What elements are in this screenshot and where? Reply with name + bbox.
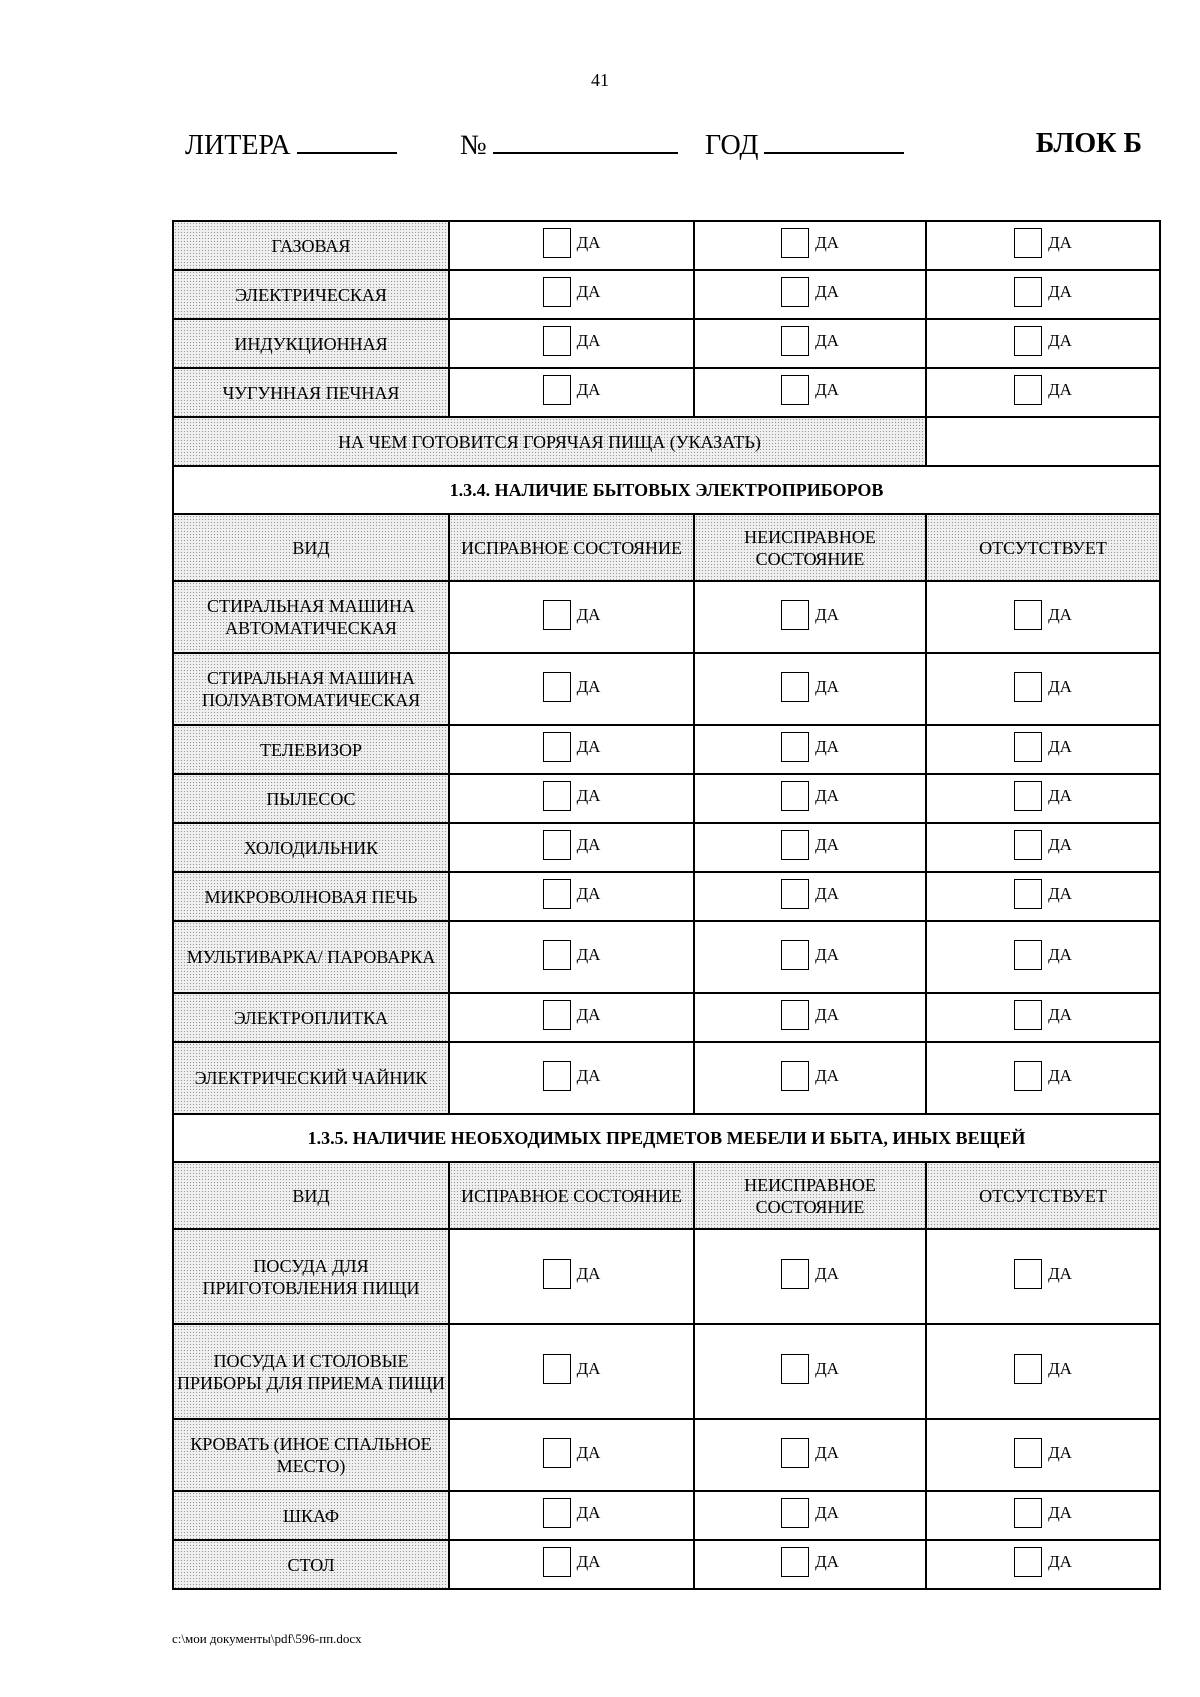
number-input-line[interactable] <box>493 128 678 154</box>
row-label: ЭЛЕКТРОПЛИТКА <box>173 993 449 1042</box>
yes-label: ДА <box>815 1552 839 1571</box>
appliance-1-col1-cell <box>449 653 694 725</box>
furniture-0-col3-option <box>1014 1259 1072 1289</box>
yes-label: ДА <box>815 331 839 350</box>
yes-label: ДА <box>1048 835 1072 854</box>
stove-1-col1-checkbox[interactable] <box>543 277 571 307</box>
stove-2-col1-option <box>543 326 601 356</box>
yes-label: ДА <box>1048 884 1072 903</box>
litera-input-line[interactable] <box>297 128 397 154</box>
table-row <box>173 725 1160 774</box>
yes-label: ДА <box>576 835 601 854</box>
furniture-2-col3-option <box>1014 1438 1072 1468</box>
furniture-3-col1-cell <box>449 1491 694 1540</box>
appliance-5-col1-checkbox[interactable] <box>543 879 571 909</box>
furniture-2-col1-cell <box>449 1419 694 1491</box>
column-header-kind: ВИД <box>173 1162 449 1229</box>
yes-label: ДА <box>815 1503 839 1522</box>
section-134-title-row <box>173 466 1160 514</box>
yes-label: ДА <box>815 884 839 903</box>
appliance-7-col1-option <box>543 1000 601 1030</box>
yes-label: ДА <box>576 1359 601 1378</box>
appliance-1-col3-option <box>1014 672 1072 702</box>
furniture-1-col1-checkbox[interactable] <box>543 1354 571 1384</box>
appliance-2-col3-checkbox[interactable] <box>1014 732 1042 762</box>
appliance-1-col3-cell <box>926 653 1160 725</box>
table-row <box>173 1540 1160 1589</box>
appliance-6-col1-checkbox[interactable] <box>543 940 571 970</box>
appliance-8-col3-option <box>1014 1061 1072 1091</box>
furniture-4-col2-checkbox[interactable] <box>781 1547 809 1577</box>
stove-1-col2-cell <box>694 270 926 319</box>
stove-2-col3-checkbox[interactable] <box>1014 326 1042 356</box>
yes-label: ДА <box>815 944 839 964</box>
row-label: ХОЛОДИЛЬНИК <box>173 823 449 872</box>
table-row <box>173 1324 1160 1419</box>
furniture-1-col2-option <box>781 1354 839 1384</box>
appliance-5-col2-checkbox[interactable] <box>781 879 809 909</box>
stove-0-col2-option <box>781 228 839 258</box>
yes-label: ДА <box>1048 786 1072 805</box>
appliance-5-col2-cell <box>694 872 926 921</box>
appliance-4-col3-option <box>1014 830 1072 860</box>
appliance-1-col2-cell <box>694 653 926 725</box>
yes-label: ДА <box>576 1552 601 1571</box>
stove-1-col2-option <box>781 277 839 307</box>
stove-2-col1-checkbox[interactable] <box>543 326 571 356</box>
yes-label: ДА <box>815 1359 839 1378</box>
appliance-8-col2-checkbox[interactable] <box>781 1061 809 1091</box>
yes-label: ДА <box>1048 233 1072 252</box>
appliance-4-col1-option <box>543 830 601 860</box>
appliance-2-col3-option <box>1014 732 1072 762</box>
appliance-5-col1-option <box>543 879 601 909</box>
table-row <box>173 1042 1160 1114</box>
furniture-2-col3-checkbox[interactable] <box>1014 1438 1042 1468</box>
appliance-2-col3-cell <box>926 725 1160 774</box>
yes-label: ДА <box>1048 380 1072 399</box>
row-label: СТИРАЛЬНАЯ МАШИНА ПОЛУАВТОМАТИЧЕСКАЯ <box>173 653 449 725</box>
furniture-3-col2-checkbox[interactable] <box>781 1498 809 1528</box>
appliance-7-col3-checkbox[interactable] <box>1014 1000 1042 1030</box>
row-label: ЧУГУННАЯ ПЕЧНАЯ <box>173 368 449 417</box>
row-label: СТОЛ <box>173 1540 449 1589</box>
appliance-3-col1-option <box>543 781 601 811</box>
furniture-0-col1-checkbox[interactable] <box>543 1259 571 1289</box>
inventory-form-table <box>172 220 1161 1590</box>
appliance-6-col3-cell <box>926 921 1160 993</box>
appliance-7-col1-cell <box>449 993 694 1042</box>
yes-label: ДА <box>576 786 601 805</box>
furniture-2-col1-option <box>543 1438 601 1468</box>
appliance-5-col3-option <box>1014 879 1072 909</box>
furniture-1-col1-option <box>543 1354 601 1384</box>
yes-label: ДА <box>815 380 839 399</box>
appliance-1-col1-option <box>543 672 601 702</box>
furniture-3-col1-option <box>543 1498 601 1528</box>
section-135-header-row <box>173 1162 1160 1229</box>
section-135-title-row <box>173 1114 1160 1162</box>
footer-file-path: c:\мои документы\pdf\596-пп.docx <box>172 1631 362 1646</box>
stove-3-col1-option <box>543 375 601 405</box>
yes-label: ДА <box>576 331 601 350</box>
appliance-2-col1-checkbox[interactable] <box>543 732 571 762</box>
furniture-3-col3-option <box>1014 1498 1072 1528</box>
furniture-4-col2-cell <box>694 1540 926 1589</box>
stove-3-col3-checkbox[interactable] <box>1014 375 1042 405</box>
row-label: КРОВАТЬ (ИНОЕ СПАЛЬНОЕ МЕСТО) <box>173 1419 449 1491</box>
table-row <box>173 221 1160 270</box>
appliance-2-col1-option <box>543 732 601 762</box>
stove-1-col1-cell <box>449 270 694 319</box>
litera-label: ЛИТЕРА <box>185 130 291 161</box>
appliance-2-col2-checkbox[interactable] <box>781 732 809 762</box>
yes-label: ДА <box>1048 1005 1072 1024</box>
furniture-4-col3-checkbox[interactable] <box>1014 1547 1042 1577</box>
furniture-2-col2-cell <box>694 1419 926 1491</box>
appliance-4-col3-cell <box>926 823 1160 872</box>
section-title: 1.3.5. НАЛИЧИЕ НЕОБХОДИМЫХ ПРЕДМЕТОВ МЕБЕЛИ И БЫТА, ИНЫХ ВЕЩЕЙ <box>173 1114 1160 1162</box>
furniture-3-col2-option <box>781 1498 839 1528</box>
yes-label: ДА <box>815 1264 839 1283</box>
stove-0-col3-cell <box>926 221 1160 270</box>
appliance-8-col1-cell <box>449 1042 694 1114</box>
stove-0-col3-option <box>1014 228 1072 258</box>
appliance-3-col3-checkbox[interactable] <box>1014 781 1042 811</box>
yes-label: ДА <box>815 676 839 696</box>
column-header-broken: НЕИСПРАВНОЕ СОСТОЯНИЕ <box>694 514 926 581</box>
furniture-4-col3-cell <box>926 1540 1160 1589</box>
column-header-broken: НЕИСПРАВНОЕ СОСТОЯНИЕ <box>694 1162 926 1229</box>
yes-label: ДА <box>576 737 601 756</box>
table-row <box>173 1419 1160 1491</box>
appliance-2-col2-option <box>781 732 839 762</box>
appliance-7-col3-cell <box>926 993 1160 1042</box>
row-label: ЭЛЕКТРИЧЕСКИЙ ЧАЙНИК <box>173 1042 449 1114</box>
yes-label: ДА <box>815 1442 839 1462</box>
appliance-8-col3-checkbox[interactable] <box>1014 1061 1042 1091</box>
appliance-6-col1-option <box>543 940 601 970</box>
appliance-6-col1-cell <box>449 921 694 993</box>
appliance-8-col2-option <box>781 1061 839 1091</box>
yes-label: ДА <box>576 380 601 399</box>
furniture-2-col2-checkbox[interactable] <box>781 1438 809 1468</box>
section-134-header-row <box>173 514 1160 581</box>
yes-label: ДА <box>1048 737 1072 756</box>
row-label: ПОСУДА ДЛЯ ПРИГОТОВЛЕНИЯ ПИЩИ <box>173 1229 449 1324</box>
yes-label: ДА <box>576 1442 601 1462</box>
table-row <box>173 1491 1160 1540</box>
stove-3-col1-checkbox[interactable] <box>543 375 571 405</box>
appliance-4-col2-option <box>781 830 839 860</box>
number-label: № <box>460 130 487 161</box>
furniture-4-col3-option <box>1014 1547 1072 1577</box>
yes-label: ДА <box>576 1264 601 1283</box>
yes-label: ДА <box>1048 282 1072 301</box>
furniture-4-col1-cell <box>449 1540 694 1589</box>
yes-label: ДА <box>815 737 839 756</box>
furniture-3-col2-cell <box>694 1491 926 1540</box>
appliance-8-col1-option <box>543 1061 601 1091</box>
stove-1-col3-cell <box>926 270 1160 319</box>
stove-1-col3-checkbox[interactable] <box>1014 277 1042 307</box>
yes-label: ДА <box>1048 944 1072 964</box>
stove-2-col1-cell <box>449 319 694 368</box>
appliance-0-col2-option <box>781 600 839 630</box>
furniture-0-col2-option <box>781 1259 839 1289</box>
furniture-1-col3-option <box>1014 1354 1072 1384</box>
yes-label: ДА <box>576 233 601 252</box>
appliance-6-col2-cell <box>694 921 926 993</box>
row-label: ЭЛЕКТРИЧЕСКАЯ <box>173 270 449 319</box>
furniture-0-col3-checkbox[interactable] <box>1014 1259 1042 1289</box>
stove-1-col1-option <box>543 277 601 307</box>
appliance-6-col2-checkbox[interactable] <box>781 940 809 970</box>
section-title: 1.3.4. НАЛИЧИЕ БЫТОВЫХ ЭЛЕКТРОПРИБОРОВ <box>173 466 1160 514</box>
appliance-1-col2-checkbox[interactable] <box>781 672 809 702</box>
stove-0-col3-checkbox[interactable] <box>1014 228 1042 258</box>
column-header-absent: ОТСУТСТВУЕТ <box>926 1162 1160 1229</box>
stove-0-col1-checkbox[interactable] <box>543 228 571 258</box>
yes-label: ДА <box>815 1005 839 1024</box>
yes-label: ДА <box>1048 1359 1072 1378</box>
row-label: ШКАФ <box>173 1491 449 1540</box>
yes-label: ДА <box>1048 1503 1072 1522</box>
yes-label: ДА <box>576 1005 601 1024</box>
furniture-3-col3-cell <box>926 1491 1160 1540</box>
appliance-0-col3-cell <box>926 581 1160 653</box>
appliance-5-col3-cell <box>926 872 1160 921</box>
furniture-3-col3-checkbox[interactable] <box>1014 1498 1042 1528</box>
furniture-4-col1-option <box>543 1547 601 1577</box>
number-field <box>460 128 678 162</box>
table-row <box>173 653 1160 725</box>
yes-label: ДА <box>576 1503 601 1522</box>
yes-label: ДА <box>576 604 601 624</box>
form-body <box>173 221 1160 1589</box>
appliance-7-col2-cell <box>694 993 926 1042</box>
appliance-3-col2-cell <box>694 774 926 823</box>
appliance-4-col1-checkbox[interactable] <box>543 830 571 860</box>
furniture-1-col2-cell <box>694 1324 926 1419</box>
appliance-0-col1-cell <box>449 581 694 653</box>
appliance-7-col2-option <box>781 1000 839 1030</box>
appliance-8-col3-cell <box>926 1042 1160 1114</box>
appliance-4-col2-checkbox[interactable] <box>781 830 809 860</box>
table-row <box>173 368 1160 417</box>
row-label: МИКРОВОЛНОВАЯ ПЕЧЬ <box>173 872 449 921</box>
stove-0-col1-cell <box>449 221 694 270</box>
stove-3-col2-option <box>781 375 839 405</box>
appliance-7-col2-checkbox[interactable] <box>781 1000 809 1030</box>
yes-label: ДА <box>1048 676 1072 696</box>
appliance-5-col3-checkbox[interactable] <box>1014 879 1042 909</box>
appliance-5-col1-cell <box>449 872 694 921</box>
hot-food-answer-field[interactable] <box>926 417 1160 466</box>
year-input-line[interactable] <box>764 128 904 154</box>
row-label: ИНДУКЦИОННАЯ <box>173 319 449 368</box>
row-label: ПОСУДА И СТОЛОВЫЕ ПРИБОРЫ ДЛЯ ПРИЕМА ПИЩИ <box>173 1324 449 1419</box>
furniture-1-col3-cell <box>926 1324 1160 1419</box>
stove-1-col3-option <box>1014 277 1072 307</box>
page-number: 41 <box>591 70 609 90</box>
litera-field <box>185 128 397 162</box>
block-label: БЛОК Б <box>1035 128 1142 159</box>
appliance-2-col1-cell <box>449 725 694 774</box>
column-header-working: ИСПРАВНОЕ СОСТОЯНИЕ <box>449 514 694 581</box>
yes-label: ДА <box>815 233 839 252</box>
furniture-0-col2-cell <box>694 1229 926 1324</box>
appliance-7-col3-option <box>1014 1000 1072 1030</box>
appliance-8-col2-cell <box>694 1042 926 1114</box>
yes-label: ДА <box>815 282 839 301</box>
appliance-3-col1-cell <box>449 774 694 823</box>
column-header-absent: ОТСУТСТВУЕТ <box>926 514 1160 581</box>
appliance-3-col1-checkbox[interactable] <box>543 781 571 811</box>
furniture-0-col3-cell <box>926 1229 1160 1324</box>
stove-3-col1-cell <box>449 368 694 417</box>
yes-label: ДА <box>576 1065 601 1085</box>
yes-label: ДА <box>1048 331 1072 350</box>
furniture-3-col1-checkbox[interactable] <box>543 1498 571 1528</box>
stove-2-col3-cell <box>926 319 1160 368</box>
appliance-3-col2-option <box>781 781 839 811</box>
table-row <box>173 993 1160 1042</box>
furniture-4-col2-option <box>781 1547 839 1577</box>
furniture-2-col2-option <box>781 1438 839 1468</box>
hot-food-label: НА ЧЕМ ГОТОВИТСЯ ГОРЯЧАЯ ПИЩА (УКАЗАТЬ) <box>173 417 926 466</box>
stove-2-col2-checkbox[interactable] <box>781 326 809 356</box>
appliance-0-col3-option <box>1014 600 1072 630</box>
appliance-6-col3-option <box>1014 940 1072 970</box>
yes-label: ДА <box>576 884 601 903</box>
furniture-2-col1-checkbox[interactable] <box>543 1438 571 1468</box>
table-row <box>173 921 1160 993</box>
appliance-1-col2-option <box>781 672 839 702</box>
yes-label: ДА <box>1048 1552 1072 1571</box>
column-header-working: ИСПРАВНОЕ СОСТОЯНИЕ <box>449 1162 694 1229</box>
yes-label: ДА <box>576 676 601 696</box>
row-label: МУЛЬТИВАРКА/ ПАРОВАРКА <box>173 921 449 993</box>
furniture-1-col1-cell <box>449 1324 694 1419</box>
appliance-6-col3-checkbox[interactable] <box>1014 940 1042 970</box>
furniture-0-col1-cell <box>449 1229 694 1324</box>
appliance-1-col1-checkbox[interactable] <box>543 672 571 702</box>
year-label: ГОД <box>705 130 759 161</box>
furniture-2-col3-cell <box>926 1419 1160 1491</box>
yes-label: ДА <box>1048 1065 1072 1085</box>
year-field <box>705 128 904 162</box>
furniture-1-col2-checkbox[interactable] <box>781 1354 809 1384</box>
appliance-6-col2-option <box>781 940 839 970</box>
stove-2-col2-option <box>781 326 839 356</box>
hot-food-row <box>173 417 1160 466</box>
yes-label: ДА <box>815 835 839 854</box>
appliance-4-col3-checkbox[interactable] <box>1014 830 1042 860</box>
stove-0-col1-option <box>543 228 601 258</box>
table-row <box>173 872 1160 921</box>
appliance-0-col2-cell <box>694 581 926 653</box>
yes-label: ДА <box>576 282 601 301</box>
appliance-0-col1-checkbox[interactable] <box>543 600 571 630</box>
stove-3-col2-checkbox[interactable] <box>781 375 809 405</box>
stove-1-col2-checkbox[interactable] <box>781 277 809 307</box>
appliance-8-col1-checkbox[interactable] <box>543 1061 571 1091</box>
row-label: ПЫЛЕСОС <box>173 774 449 823</box>
appliance-0-col2-checkbox[interactable] <box>781 600 809 630</box>
stove-3-col3-cell <box>926 368 1160 417</box>
row-label: ТЕЛЕВИЗОР <box>173 725 449 774</box>
table-row <box>173 581 1160 653</box>
yes-label: ДА <box>815 604 839 624</box>
furniture-1-col3-checkbox[interactable] <box>1014 1354 1042 1384</box>
column-header-kind: ВИД <box>173 514 449 581</box>
table-row <box>173 1229 1160 1324</box>
stove-2-col3-option <box>1014 326 1072 356</box>
table-row <box>173 823 1160 872</box>
appliance-4-col1-cell <box>449 823 694 872</box>
appliance-3-col3-cell <box>926 774 1160 823</box>
row-label: ГАЗОВАЯ <box>173 221 449 270</box>
appliance-2-col2-cell <box>694 725 926 774</box>
stove-0-col2-cell <box>694 221 926 270</box>
yes-label: ДА <box>1048 1264 1072 1283</box>
yes-label: ДА <box>576 944 601 964</box>
furniture-0-col1-option <box>543 1259 601 1289</box>
table-row <box>173 270 1160 319</box>
stove-3-col3-option <box>1014 375 1072 405</box>
table-row <box>173 774 1160 823</box>
row-label: СТИРАЛЬНАЯ МАШИНА АВТОМАТИЧЕСКАЯ <box>173 581 449 653</box>
appliance-5-col2-option <box>781 879 839 909</box>
appliance-0-col1-option <box>543 600 601 630</box>
appliance-4-col2-cell <box>694 823 926 872</box>
appliance-7-col1-checkbox[interactable] <box>543 1000 571 1030</box>
appliance-3-col3-option <box>1014 781 1072 811</box>
appliance-0-col3-checkbox[interactable] <box>1014 600 1042 630</box>
table-row <box>173 319 1160 368</box>
furniture-4-col1-checkbox[interactable] <box>543 1547 571 1577</box>
yes-label: ДА <box>815 786 839 805</box>
furniture-0-col2-checkbox[interactable] <box>781 1259 809 1289</box>
stove-3-col2-cell <box>694 368 926 417</box>
yes-label: ДА <box>1048 604 1072 624</box>
appliance-1-col3-checkbox[interactable] <box>1014 672 1042 702</box>
stove-0-col2-checkbox[interactable] <box>781 228 809 258</box>
yes-label: ДА <box>815 1065 839 1085</box>
stove-2-col2-cell <box>694 319 926 368</box>
yes-label: ДА <box>1048 1442 1072 1462</box>
appliance-3-col2-checkbox[interactable] <box>781 781 809 811</box>
